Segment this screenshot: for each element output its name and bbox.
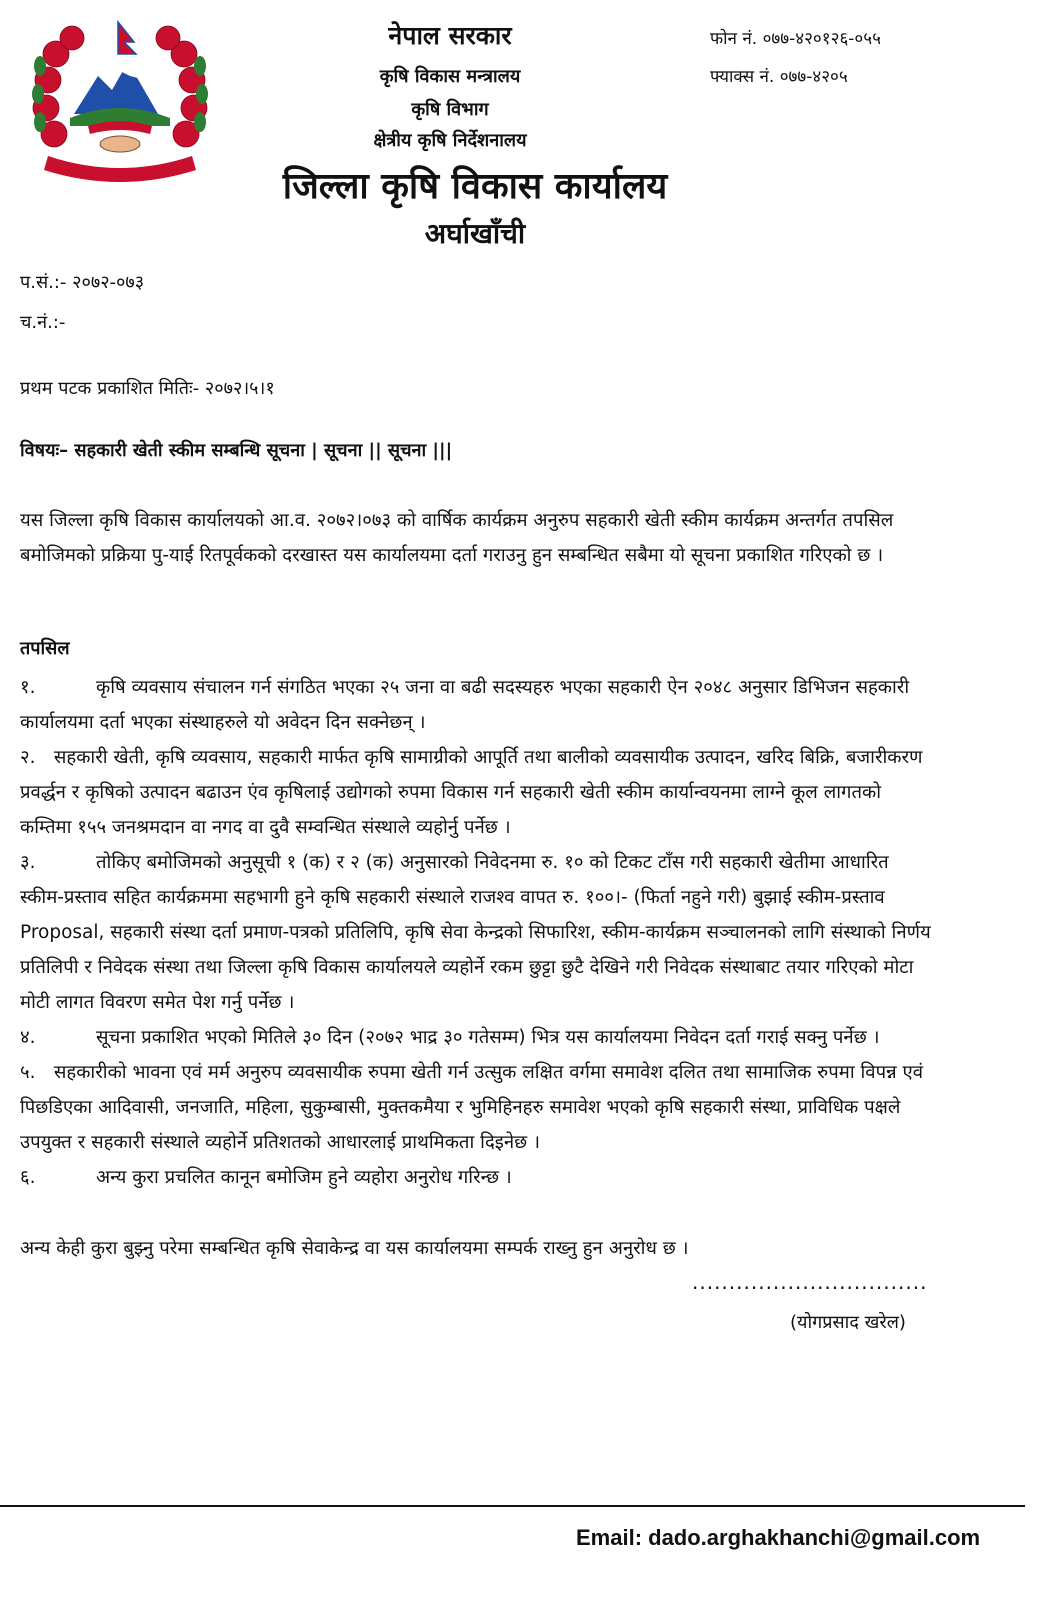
ministry-name: कृषि विकास मन्त्रालय <box>379 66 521 87</box>
dispatch-number: च.नं.:- <box>20 312 66 333</box>
department-name: कृषि विभाग <box>411 99 489 120</box>
item-number: २. <box>20 747 36 768</box>
item-list <box>20 670 935 1195</box>
item-number: ३. <box>20 852 36 873</box>
item-text: तोकिए बमोजिमको अनुसूची १ (क) र २ (क) अनुसारको निवेदनमा रु. १० को टिकट टाँस गरी सहकारी खेतीमा आधारित स्कीम-प्रस्ताव सहित कार्यक्रममा सहभागी हुने कृषि सहकारी संस्थाले राजश्व वापत रु. १००।- (फिर्ता नहुने गरी) बुझाई स्कीम-प्रस्ताव Proposal, सहकारी संस्था दर्ता प्रमाण-पत्रको प्रतिलिपि, कृषि सेवा केन्द्रको सिफारिश, स्कीम-कार्यक्रम सञ्चालनको लागि संस्थाको निर्णय प्रतिलिपी र निवेदक संस्था तथा जिल्ला कृषि विकास कार्यालयले व्यहोर्ने रकम छुट्टा छुटै देखिने गरी निवेदक संस्थाबाट तयार गरिएको मोटा मोटी लागत विवरण समेत पेश गर्नु पर्नेछ । <box>20 852 931 1013</box>
list-item <box>20 1160 935 1195</box>
item-text: सूचना प्रकाशित भएको मितिले ३० दिन (२०७२ भाद्र ३० गतेसम्म) भित्र यस कार्यालयमा निवेदन दर्ता गराई सक्नु पर्नेछ । <box>96 1027 880 1048</box>
closing-note: अन्य केही कुरा बुझ्नु परेमा सम्बन्धित कृषि सेवाकेन्द्र वा यस कार्यालयमा सम्पर्क राख्नु हुन अनुरोध छ । <box>20 1238 689 1259</box>
signatory-name: (योगप्रसाद खरेल) <box>790 1312 906 1333</box>
item-text: अन्य कुरा प्रचलित कानून बमोजिम हुने व्यहोरा अनुरोध गरिन्छ । <box>96 1167 512 1188</box>
item-text: सहकारी खेती, कृषि व्यवसाय, सहकारी मार्फत कृषि सामाग्रीको आपूर्ति तथा बालीको व्यवसायीक उत्पादन, खरिद बिक्रि, बजारीकरण प्रवर्द्धन र कृषिको उत्पादन बढाउन एंव कृषिलाई उद्योगको रुपमा विकास गर्न सहकारी खेती स्कीम कार्यान्वयनमा लाग्ने कूल लागतको कम्तिमा १५५ जनश्रमदान वा नगद वा दुवै सम्वन्धित संस्थाले व्यहोर्नु पर्नेछ । <box>20 747 923 838</box>
fax-number: फ्याक्स नं. ०७७-४२०५ <box>710 67 848 87</box>
footer-divider <box>0 1505 1025 1507</box>
phone-number: फोन नं. ०७७-४२०१२६-०५५ <box>710 29 881 49</box>
item-text: कृषि व्यवसाय संचालन गर्न संगठित भएका २५ जना वा बढी सदस्यहरु भएका सहकारी ऐन २०४८ अनुसार डिभिजन सहकारी कार्यालयमा दर्ता भएका संस्थाहरुले यो अवेदन दिन सक्नेछन् । <box>20 677 910 733</box>
signature-line: ................................ <box>692 1270 928 1294</box>
letter-number: प.सं.:- २०७२-०७३ <box>20 272 145 293</box>
item-number: ६. <box>20 1167 36 1188</box>
intro-paragraph: यस जिल्ला कृषि विकास कार्यालयको आ.व. २०७२।०७३ को वार्षिक कार्यक्रम अनुरुप सहकारी खेती स्कीम कार्यक्रम अन्तर्गत तपसिल बमोजिमको प्रक्रिया पु-याई रितपूर्वकको दरखास्त यस कार्यालयमा दर्ता गराउनु हुन सम्बन्धित सबैमा यो सूचना प्रकाशित गरिएको छ । <box>20 510 894 566</box>
subject-line: विषयः– सहकारी खेती स्कीम सम्बन्धि सूचना | सूचना || सूचना ||| <box>20 440 453 461</box>
directorate-name: क्षेत्रीय कृषि निर्देशनालय <box>373 130 527 151</box>
government-title: नेपाल सरकार <box>388 21 512 50</box>
list-item <box>20 1055 935 1160</box>
list-item <box>20 845 935 1020</box>
district-name: अर्घाखाँची <box>424 217 526 250</box>
list-item <box>20 740 935 845</box>
office-title: जिल्ला कृषि विकास कार्यालय <box>282 166 668 207</box>
publish-date: प्रथम पटक प्रकाशित मितिः- २०७२।५।१ <box>20 378 275 399</box>
list-item <box>20 1020 935 1055</box>
list-item <box>20 670 935 740</box>
item-number: १. <box>20 677 36 698</box>
item-text: सहकारीको भावना एवं मर्म अनुरुप व्यवसायीक रुपमा खेती गर्न उत्सुक लक्षित वर्गमा समावेश दलित तथा सामाजिक रुपमा विपन्न एवं पिछडिएका आदिवासी, जनजाति, महिला, सुकुम्बासी, मुक्तकमैया र भुमिहिनहरु समावेश भएको कृषि सहकारी संस्था, प्राविधिक पक्षले उपयुक्त र सहकारी संस्थाले व्यहोर्ने प्रतिशतको आधारलाई प्राथमिकता दिइनेछ । <box>20 1062 924 1153</box>
footer-email: Email: dado.arghakhanchi@gmail.com <box>576 1525 981 1550</box>
tapasil-heading: तपसिल <box>20 638 70 659</box>
item-number: ५. <box>20 1062 36 1083</box>
item-number: ४. <box>20 1027 36 1048</box>
